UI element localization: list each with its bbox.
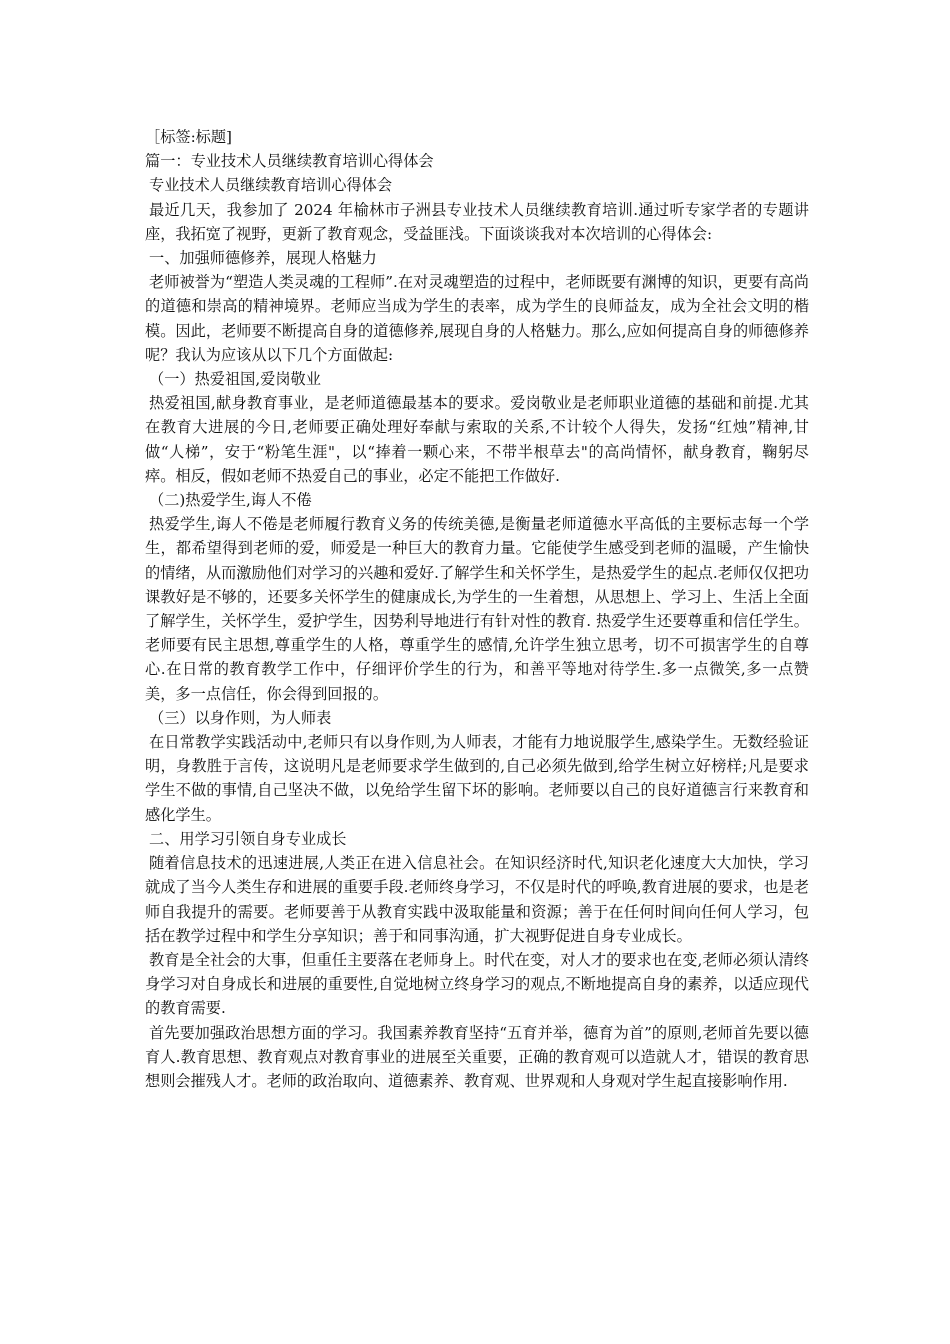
section-heading-1: 一、加强师德修养，展现人格魅力 xyxy=(149,249,377,268)
paragraph-political-study: 首先要加强政治思想方面的学习。我国素养教育坚持“五育并举，德育为首”的原则,老师首先要以德育人.教育思想、教育观点对教育事业的进展至关重要，正确的教育观可以造就人才，错误的教育思想则会摧残人才。老师的政治取向、道德素养、教育观、世界观和人身观对学生起直接影响作用. xyxy=(145,1023,809,1090)
paragraph-information-age: 随着信息技术的迅速进展,人类正在进入信息社会。在知识经济时代,知识老化速度大大加快，学习就成了当今人类生存和进展的重要手段.老师终身学习，不仅是时代的呼唤,教育进展的要求，也是老师自我提升的需要。老师要善于从教育实践中汲取能量和资源；善于在任何时间向任何人学习，包括在教学过程中和学生分享知识；善于和同事沟通，扩大视野促进自身专业成长。 xyxy=(145,854,809,945)
subheading-1-2: （二)热爱学生,诲人不倦 xyxy=(149,491,312,510)
paragraph-lifelong-learning: 教育是全社会的大事，但重任主要落在老师身上。时代在变，对人才的要求也在变,老师必须认清终身学习对自身成长和进展的重要性,自觉地树立终身学习的观点,不断地提高自身的素养，以适应现代的教育需要. xyxy=(145,950,809,1018)
document-subtitle: 专业技术人员继续教育培训心得体会 xyxy=(149,176,392,195)
paragraph-intro: 最近几天，我参加了 2024 年榆林市子洲县专业技术人员继续教育培训.通过听专家学者的专题讲座，我拓宽了视野，更新了教育观念，受益匪浅。下面谈谈我对本次培训的心得体会: xyxy=(145,200,809,243)
tag-line: ［标签:标题] xyxy=(145,128,232,146)
paragraph-ethics: 老师被誉为“塑造人类灵魂的工程师”.在对灵魂塑造的过程中，老师既要有渊博的知识，更要有高尚的道德和崇高的精神境界。老师应当成为学生的表率，成为学生的良师益友，成为全社会文明的楷模。因此，老师要不断提高自身的道德修养,展现自身的人格魅力。那么,应如何提高自身的师德修养呢？我认为应该从以下几个方面做起: xyxy=(145,273,809,364)
section-heading-2: 二、用学习引领自身专业成长 xyxy=(149,829,347,848)
paragraph-love-students: 热爱学生,诲人不倦是老师履行教育义务的传统美德,是衡量老师道德水平高低的主要标志每一个学生，都希望得到老师的爱，师爱是一种巨大的教育力量。它能使学生感受到老师的温暖，产生愉快的情绪，从而激励他们对学习的兴趣和爱好.了解学生和关怀学生，是热爱学生的起点.老师仅仅把功课教好是不够的，还要多关怀学生的健康成长,为学生的一生着想，从思想上、学习上、生活上全面了解学生，关怀学生，爱护学生，因势利导地进行有针对性的教育. 热爱学生还要尊重和信任学生。老师要有民主思想,尊重学生的人格，尊重学生的感情,允许学生独立思考，切不可损害学生的自尊心.在日常的教育教学工作中，仔细评价学生的行为，和善平等地对待学生.多一点微笑,多一点赞美，多一点信任，你会得到回报的。 xyxy=(145,515,809,703)
document-title: 篇一：专业技术人员继续教育培训心得体会 xyxy=(145,152,434,171)
subheading-1-1: （一）热爱祖国,爱岗敬业 xyxy=(149,370,321,389)
document-page xyxy=(145,125,809,1093)
paragraph-love-country: 热爱祖国,献身教育事业，是老师道德最基本的要求。爱岗敬业是老师职业道德的基础和前提.尤其在教育大进展的今日,老师要正确处理好奉献与索取的关系,不计较个人得失，发扬“红烛”精神,甘做“人梯”，安于“粉笔生涯"，以“捧着一颗心来，不带半根草去"的高尚情怀，献身教育，鞠躬尽瘁。相反，假如老师不热爱自己的事业，必定不能把工作做好. xyxy=(145,394,809,485)
subheading-1-3: （三）以身作则，为人师表 xyxy=(149,708,332,727)
paragraph-role-model: 在日常教学实践活动中,老师只有以身作则,为人师表，才能有力地说服学生,感染学生。无数经验证明，身教胜于言传，这说明凡是老师要求学生做到的,自己必须先做到,给学生树立好榜样;凡是要求学生不做的事情,自己坚决不做，以免给学生留下坏的影响。老师要以自己的良好道德言行来教育和感化学生。 xyxy=(145,733,809,824)
